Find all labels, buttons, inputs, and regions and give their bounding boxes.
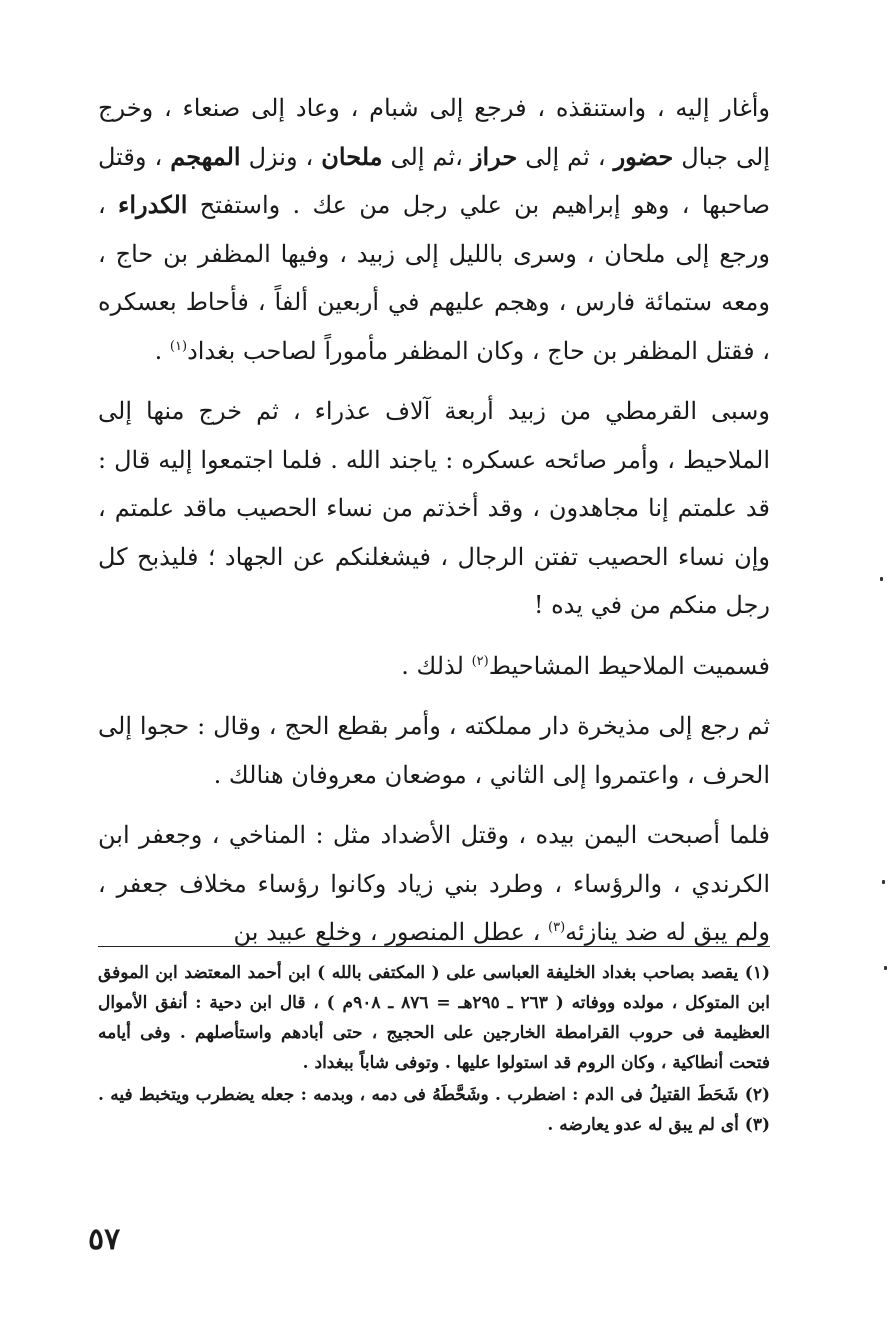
place-name-bold: حراز bbox=[470, 141, 518, 171]
paragraph-text: لذلك . bbox=[401, 651, 472, 680]
paragraph-5 bbox=[98, 811, 770, 957]
footnote-2-3: (٢) شَحَطَ القتيلُ فى الدم : اضطرب . وشَحَّطَهُ فى دمه ، وبدمه : جعله يضطرب ويتخبط فيه . (٣) أى لم يبق له عدو يعارضه . bbox=[98, 1085, 770, 1135]
page-number: ٥٧ bbox=[88, 1222, 121, 1257]
paragraph-1 bbox=[98, 84, 770, 375]
footnote-marker: (٣) bbox=[548, 920, 566, 935]
paragraph-text: ، ثم إلى bbox=[517, 142, 614, 171]
scan-speck bbox=[884, 966, 887, 970]
paragraph-text: ، ورجع إلى ملحان ، وسرى بالليل إلى زبيد ، وفيها المظفر بن حاج ، ومعه ستمائة فارس ، وهجم عليهم في أربعين ألفاً ، فأحاط بعسكره ، فقتل المظفر بن حاج ، وكان المظفر مأموراً لصاحب بغداد bbox=[98, 191, 770, 365]
footnote-marker: (١) bbox=[169, 338, 188, 354]
scan-speck bbox=[880, 577, 883, 581]
footnote-marker: (٢) bbox=[471, 653, 489, 669]
scan-speck bbox=[882, 880, 885, 884]
place-name-bold: المهجم bbox=[170, 141, 241, 171]
paragraph-2 bbox=[98, 387, 770, 630]
place-name-bold: الكدراء bbox=[118, 190, 188, 219]
paragraph-text: ، ونزل bbox=[240, 142, 322, 171]
paragraph-text: ، وقتل صاحبها ، وهو إبراهيم بن علي رجل من عك . واستفتح bbox=[98, 142, 770, 219]
paragraph-text: فلما أصبحت اليمن بيده ، وقتل الأضداد مثل : المناخي ، وجعفر ابن الكرندي ، والرؤساء ، وطرد بني زياد وكانوا رؤساء مخلاف جعفر ، ولم يبق له ضد ينازئه bbox=[98, 821, 770, 946]
footnote-divider bbox=[98, 946, 770, 947]
paragraph-text: ، عطل المنصور ، وخلع عبيد بن bbox=[233, 918, 548, 946]
place-name-bold: ملحان bbox=[321, 141, 383, 171]
paragraph-text: ثم رجع إلى مذيخرة دار مملكته ، وأمر بقطع الحج ، وقال : حجوا إلى الحرف ، واعتمروا إلى الثاني ، موضعان معروفان هنالك . bbox=[98, 712, 770, 789]
paragraph-4 bbox=[98, 702, 770, 799]
place-name-bold: حضور bbox=[613, 141, 674, 171]
paragraph-text: وأغار إليه ، واستنقذه ، فرجع إلى شبام ، وعاد إلى صنعاء ، وخرج إلى جبال bbox=[98, 94, 770, 171]
paragraph-text: وسبى القرمطي من زبيد أربعة آلاف عذراء ، ثم خرج منها إلى الملاحيط ، وأمر صائحه عسكره : ياجند الله . فلما اجتمعوا إليه قال : قد علمتم إنا مجاهدون ، وقد أخذتم من نساء الحصيب ماقد علمتم ، وإن نساء الحصيب تفتن الرجال ، فيشغلنكم عن الجهاد ؛ فليذبح كل رجل منكم من في يده ! bbox=[98, 397, 770, 619]
footnotes bbox=[98, 958, 770, 1142]
main-text bbox=[98, 84, 770, 969]
paragraph-text: ،ثم إلى bbox=[382, 142, 471, 171]
footnote-1: (١) يقصد بصاحب بغداد الخليفة العباسى على ( المكتفى بالله ) ابن أحمد المعتضد ابن الموفق ابن المتوكل ، مولده ووفاته ( ٢٦٣ ـ ٢٩٥هـ = ٨٧٦ ـ ٩٠٨م ) ، قال ابن دحية : أنفق الأموال العظيمة فى حروب القرامطة الخارجين على الحجيج ، حتى أبادهم واستأصلهم . وفى أيامه فتحت أنطاكية ، وكان الروم قد استولوا عليها . وتوفى شاباً ببغداد . bbox=[98, 963, 770, 1073]
paragraph-text: . bbox=[154, 336, 170, 365]
paragraph-text: فسميت الملاحيط المشاحيط bbox=[488, 651, 770, 680]
paragraph-3 bbox=[98, 642, 770, 691]
